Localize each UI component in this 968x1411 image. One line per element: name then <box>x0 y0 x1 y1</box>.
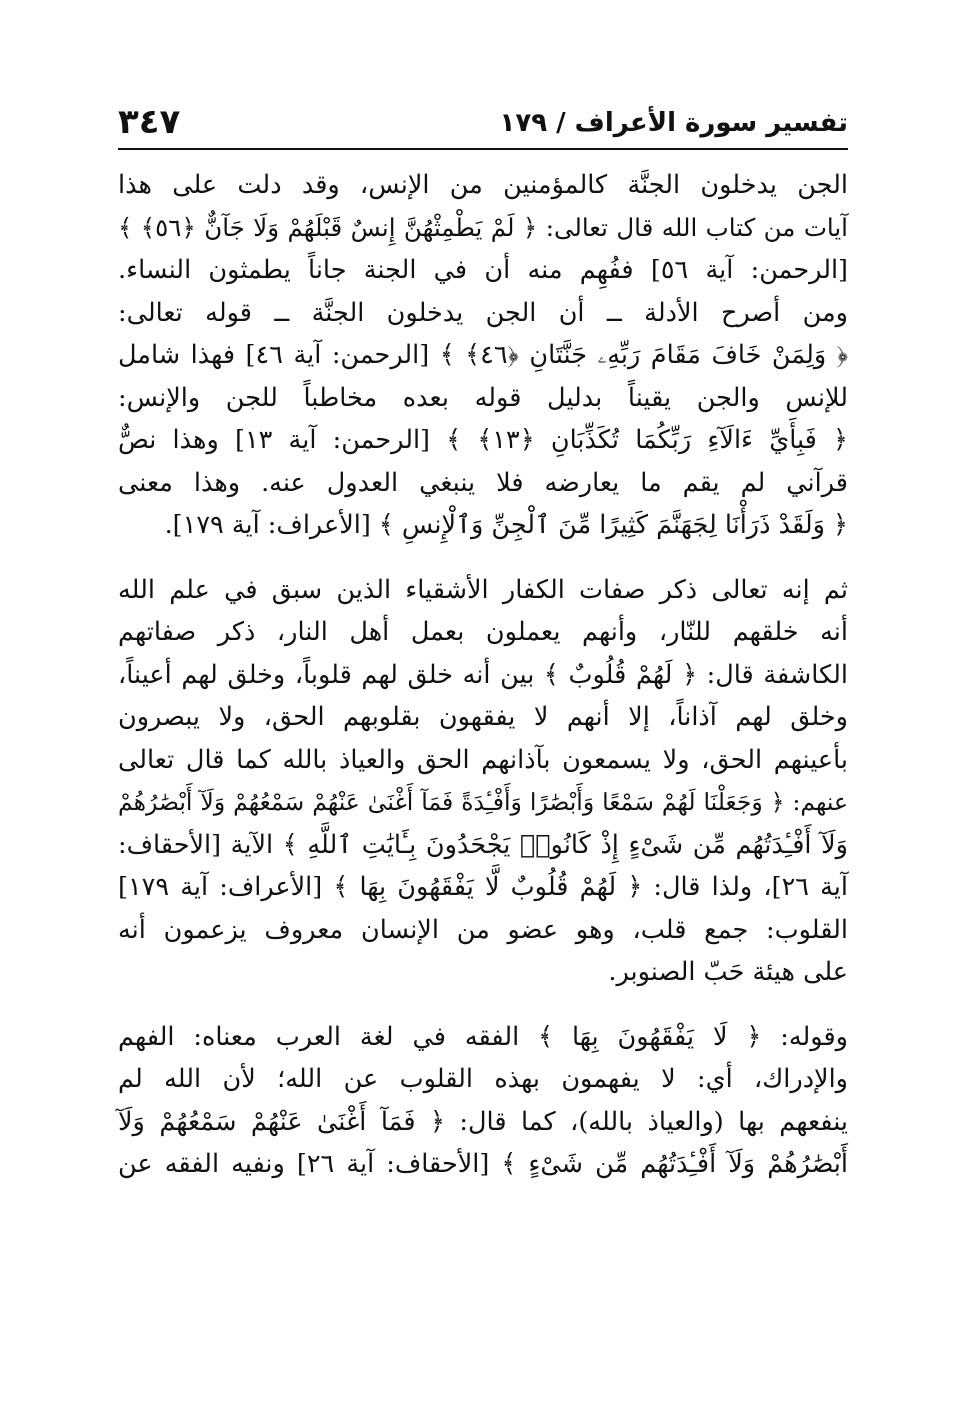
paragraph-1 <box>118 164 848 547</box>
text-line: ﴿ وَلَقَدْ ذَرَأْنَا لِجَهَنَّمَ كَثِيرًا مِّنَ ٱلْجِنِّ وَٱلْإِنسِ ﴾ [الأعراف: آية ١٧٩]. <box>164 510 848 540</box>
text-line: أنه خلقهم للنّار، وأنهم يعملون بعمل أهل النار، ذكر صفاتهم <box>118 617 848 647</box>
text-line: القلوب: جمع قلب، وهو عضو من الإنسان معروف يزعمون أنه <box>118 914 848 945</box>
text-line: أَبْصَٰرُهُمْ وَلَآ أَفْـِٔدَتُهُم مِّن شَىْءٍ ﴾ [الأحقاف: آية ٢٦] ونفيه الفقه عن <box>118 1149 848 1179</box>
book-page <box>118 98 848 1388</box>
page-number: ٣٤٧ <box>118 102 181 142</box>
page-header <box>118 98 848 150</box>
text-line: [الرحمن: آية ٥٦] ففُهِم منه أن في الجنة جاناً يطمثون النساء. <box>118 255 848 285</box>
text-line: وقوله: ﴿ لَا يَفْقَهُونَ بِهَا ﴾ الفقه في لغة العرب معناه: الفهم <box>118 1021 848 1052</box>
text-line: وخلق لهم آذاناً، إلا أنهم لا يفقهون بقلوبهم الحق، ولا يبصرون <box>118 702 848 732</box>
text-line: ﴿ فَبِأَيِّ ءَالَآءِ رَبِّكُمَا تُكَذِّبَانِ ﴿١٣﴾ ﴾ [الرحمن: آية ١٣] وهذا نصٌّ <box>118 425 849 455</box>
paragraph-2 <box>118 569 848 994</box>
text-line: الجن يدخلون الجنَّة كالمؤمنين من الإنس، وقد دلت على هذا <box>118 170 848 200</box>
text-line: للإنس والجن يقيناً بدليل قوله بعده مخاطباً للجن والإنس: <box>118 382 848 413</box>
page-body <box>118 164 848 1186</box>
running-title: تفسير سورة الأعراف / ١٧٩ <box>499 108 848 138</box>
text-line: الكاشفة قال: ﴿ لَهُمْ قُلُوبٌ ﴾ بين أنه خلق لهم قلوباً، وخلق لهم أعيناً، <box>118 659 848 690</box>
text-line: ثم إنه تعالى ذكر صفات الكفار الأشقياء الذين سبق في علم الله <box>118 574 848 605</box>
text-line: ﴿ وَلِمَنْ خَافَ مَقَامَ رَبِّهِۦ جَنَّتَانِ ﴿٤٦﴾ ﴾ [الرحمن: آية ٤٦] فهذا شامل <box>118 340 848 370</box>
text-line: ومن أصرح الأدلة ــ أن الجن يدخلون الجنَّة ــ قوله تعالى: <box>118 297 848 328</box>
text-line: وَلَآ أَفْـِٔدَتُهُم مِّن شَىْءٍ إِذْ كَانُوا۟ يَجْحَدُونَ بِـَٔايَٰتِ ٱللَّهِ ﴾ الآية [الأحقاف: <box>118 829 848 860</box>
text-line: بأعينهم الحق، ولا يسمعون بآذانهم الحق والعياذ بالله كما قال تعالى <box>118 744 848 775</box>
text-line: على هيئة حَبّ الصنوبر. <box>608 957 848 987</box>
text-line: قرآني لم يقم ما يعارضه فلا ينبغي العدول عنه. وهذا معنى <box>118 467 848 498</box>
text-line: والإدراك، أي: لا يفهمون بهذه القلوب عن الله؛ لأن الله لم <box>118 1064 848 1094</box>
paragraph-3 <box>118 1016 848 1186</box>
text-line: آية ٢٦]، ولذا قال: ﴿ لَهُمْ قُلُوبٌ لَّا يَفْقَهُونَ بِهَا ﴾ [الأعراف: آية ١٧٩] <box>118 872 848 902</box>
text-line: آيات من كتاب الله قال تعالى: ﴿ لَمْ يَطْمِثْهُنَّ إِنسٌ قَبْلَهُمْ وَلَا جَآنٌّ ﴿٥٦﴾ ﴾ <box>118 212 848 242</box>
text-line: عنهم: ﴿ وَجَعَلْنَا لَهُمْ سَمْعًا وَأَبْصَٰرًا وَأَفْـِٔدَةً فَمَآ أَغْنَىٰ عَنْهُمْ سَمْعُهُمْ وَلَآ أَبْصَٰرُهُمْ <box>118 788 848 816</box>
text-line: ينفعهم بها (والعياذ بالله)، كما قال: ﴿ فَمَآ أَغْنَىٰ عَنْهُمْ سَمْعُهُمْ وَلَآ <box>118 1106 848 1137</box>
